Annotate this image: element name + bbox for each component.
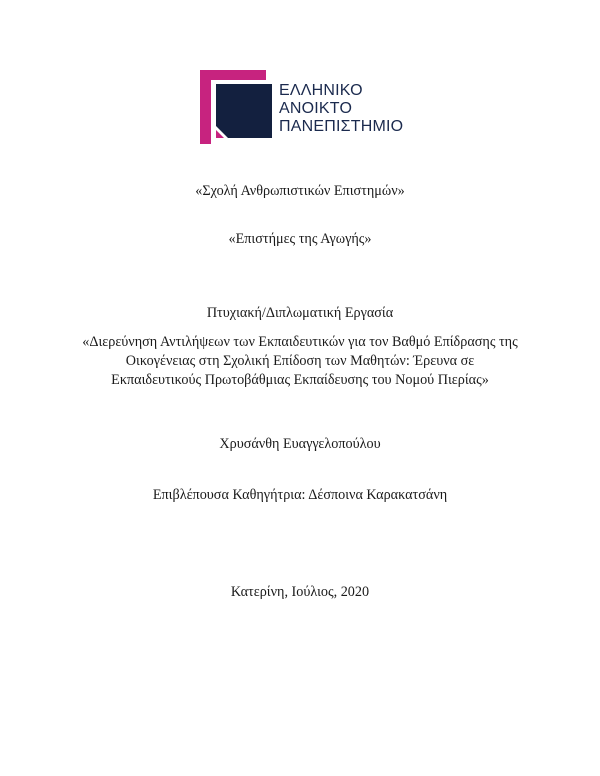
logo-emblem-icon xyxy=(200,70,276,144)
thesis-title-line-3: Εκπαιδευτικούς Πρωτοβάθμιας Εκπαίδευσης του Νομού Πιερίας» xyxy=(111,372,489,388)
thesis-title-line-2: Οικογένειας στη Σχολική Επίδοση των Μαθητών: Έρευνα σε xyxy=(125,353,475,369)
logo-line-2: ΑΝΟΙΚΤΟ xyxy=(279,100,353,117)
thesis-title xyxy=(0,333,600,390)
author-name: Χρυσάνθη Ευαγγελοπούλου xyxy=(219,436,381,452)
logo-line-3: ΠΑΝΕΠΙΣΤΗΜΙΟ xyxy=(279,118,404,135)
thesis-type: Πτυχιακή/Διπλωματική Εργασία xyxy=(206,305,394,321)
university-logo xyxy=(200,70,410,144)
place-date: Κατερίνη, Ιούλιος, 2020 xyxy=(230,584,370,600)
program-name: «Επιστήμες της Αγωγής» xyxy=(228,231,372,247)
logo-line-1: ΕΛΛΗΝΙΚΟ xyxy=(279,82,363,99)
supervisor: Επιβλέπουσα Καθηγήτρια: Δέσποινα Καρακατσάνη xyxy=(152,487,448,503)
logo-wordmark xyxy=(279,82,403,136)
school-name: «Σχολή Ανθρωπιστικών Επιστημών» xyxy=(195,183,405,199)
thesis-title-line-1: «Διερεύνηση Αντιλήψεων των Εκπαιδευτικών για τον Βαθμό Επίδρασης της xyxy=(82,334,518,350)
